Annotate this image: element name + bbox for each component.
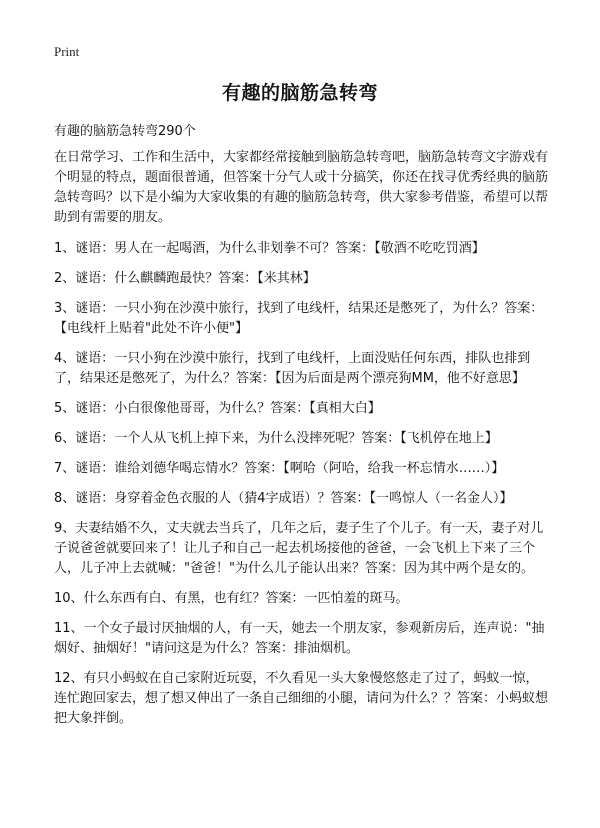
riddle-item-2: 2、谜语：什么麒麟跑最快？答案：【米其林】 [54,271,316,286]
riddle-item-5: 5、谜语：小白很像他哥哥，为什么？答案：【真相大白】 [54,401,381,416]
riddle-item-11: 11、一个女子最讨厌抽烟的人，有一天，她去一个朋友家，参观新房后，连声说："抽烟好、抽烟好！"请问这是为什么？答案：排油烟机。 [54,621,545,656]
print-link[interactable]: Print [54,44,80,59]
page-title: 有趣的脑筋急转弯 [221,82,378,104]
riddle-item-8: 8、谜语：身穿着金色衣服的人（猜4字成语）？答案：【一鸣惊人（一名金人）】 [54,491,513,506]
subtitle: 有趣的脑筋急转弯290个 [54,124,196,139]
article-body [54,148,550,739]
riddle-item-3: 3、谜语：一只小狗在沙漠中旅行，找到了电线杆，结果还是憋死了，为什么？答案：【电线杆上贴着"此处不许小便"】 [54,301,544,336]
riddle-item-7: 7、谜语：谁给刘德华喝忘情水？答案：【啊哈（阿哈，给我一杯忘情水……）】 [54,461,505,476]
riddle-item-10: 10、什么东西有白、有黑，也有红？答案：一匹怕羞的斑马。 [54,591,409,606]
riddle-item-12: 12、有只小蚂蚁在自己家附近玩耍，不久看见一头大象慢悠悠走了过了，蚂蚁一惊，连忙跑回家去，想了想又伸出了一条自己细细的小腿，请问为什么？？答案：小蚂蚁想把大象拌倒。 [54,671,549,726]
intro-paragraph: 在日常学习、工作和生活中，大家都经常接触到脑筋急转弯吧，脑筋急转弯文字游戏有个明显的特点，题面很普通，但答案十分气人或十分搞笑，你还在找寻优秀经典的脑筋急转弯吗？以下是小编为大家收集的有趣的脑筋急转弯，供大家参考借鉴，希望可以帮助到有需要的朋友。 [54,150,549,225]
riddle-item-6: 6、谜语：一个人从飞机上掉下来，为什么没摔死呢？答案：【飞机停在地上】 [54,431,498,446]
riddle-item-9: 9、夫妻结婚不久，丈夫就去当兵了，几年之后，妻子生了个儿子。有一天，妻子对儿子说爸爸就要回来了！让儿子和自己一起去机场接他的爸爸，一会飞机上下来了三个人，儿子冲上去就喊："爸爸！"为什么儿子能认出来？答案：因为其中两个是女的。 [54,521,544,576]
riddle-item-1: 1、谜语：男人在一起喝酒，为什么非划拳不可？答案：【敬酒不吃吃罚酒】 [54,241,485,256]
riddle-item-4: 4、谜语：一只小狗在沙漠中旅行，找到了电线杆，上面没贴任何东西，排队也排到了，结果还是憋死了，为什么？答案：【因为后面是两个漂亮狗MM，他不好意思】 [54,351,531,386]
